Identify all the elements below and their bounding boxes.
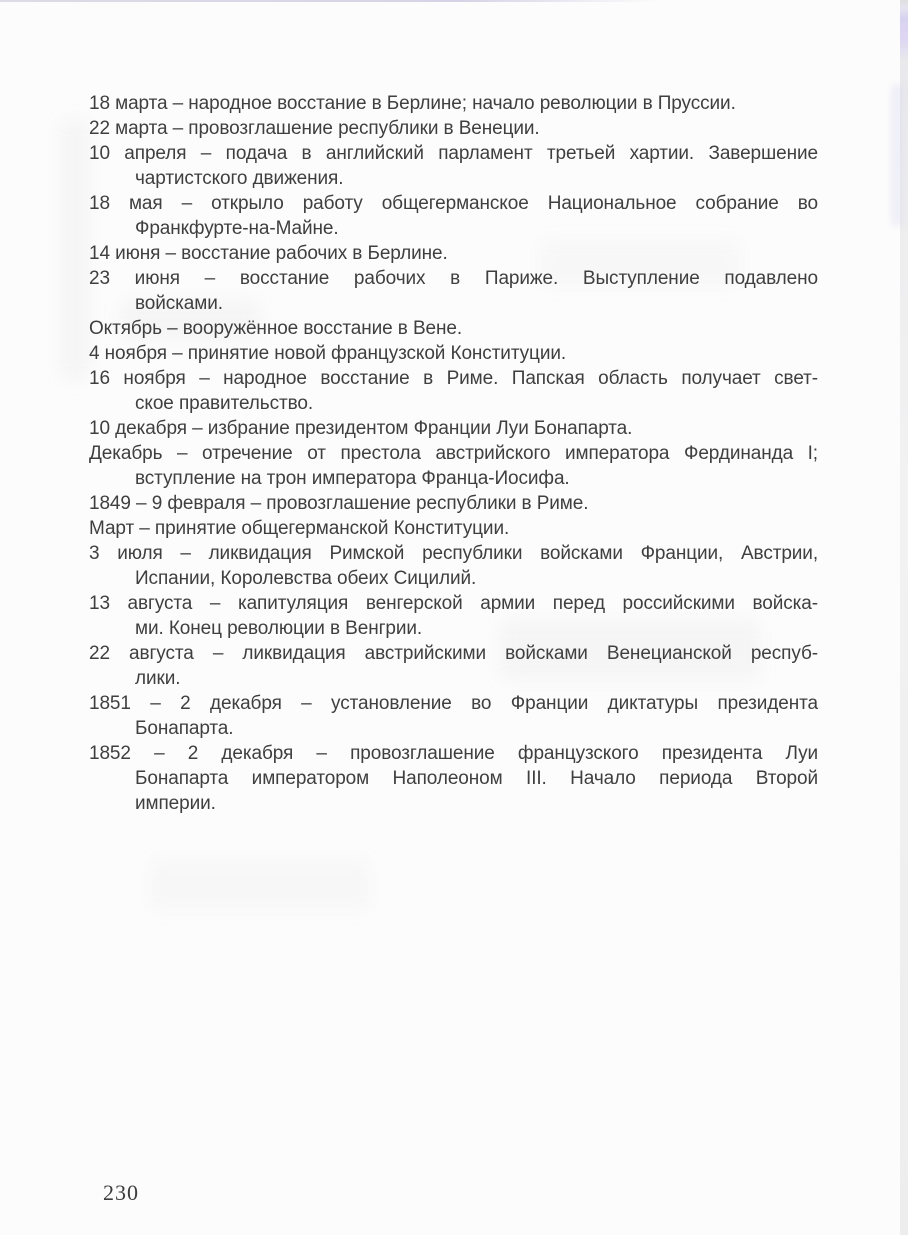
timeline-entry: [89, 91, 818, 116]
timeline-entry: [89, 591, 818, 641]
timeline-entry: [89, 416, 818, 441]
timeline-entry: [89, 541, 818, 591]
timeline-entry-line: Испании, Королевства обеих Сицилий.: [135, 568, 477, 589]
timeline-entry-line: ми. Конец революции в Венгрии.: [135, 618, 423, 639]
timeline-entry-line: 14 июня – восстание рабочих в Берлине.: [89, 243, 448, 264]
timeline-entry: [89, 241, 818, 266]
timeline-entry-line: Франкфурте-на-Майне.: [135, 218, 339, 239]
timeline-entry-line: лики.: [135, 668, 181, 689]
page-number: 230: [103, 1180, 139, 1205]
timeline-entry-line: 1849 – 9 февраля – провозглашение республики в Риме.: [89, 493, 589, 514]
timeline-entry: [89, 516, 818, 541]
timeline-entry: [89, 141, 818, 191]
timeline-entry-line: 4 ноября – принятие новой французской Конституции.: [89, 343, 567, 364]
scan-edge-artifact-top: [0, 0, 660, 2]
timeline-entry-line: 1852 – 2 декабря – провозглашение французского президента Луи: [89, 743, 818, 764]
timeline-entry: [89, 116, 818, 141]
timeline-entry: [89, 641, 818, 691]
timeline-entry-line: империи.: [135, 793, 216, 814]
timeline-entry-line: 10 декабря – избрание президентом Франции Луи Бонапарта.: [89, 418, 633, 439]
timeline-entry: [89, 741, 818, 816]
timeline-entry-line: Март – принятие общегерманской Конституции.: [89, 518, 510, 539]
timeline: [89, 91, 818, 816]
timeline-entry-line: 10 апреля – подача в английский парламент третьей хартии. Завершение: [89, 143, 818, 164]
timeline-entry-line: 18 мая – открыло работу общегерманское Национальное собрание во: [89, 193, 818, 214]
timeline-entry-line: 1851 – 2 декабря – установление во Франции диктатуры президента: [89, 693, 818, 714]
timeline-entry: [89, 691, 818, 741]
timeline-entry-line: 23 июня – восстание рабочих в Париже. Выступление подавлено: [89, 268, 818, 289]
timeline-entry-line: вступление на трон императора Франца-Иосифа.: [135, 468, 570, 489]
timeline-entry-line: 16 ноября – народное восстание в Риме. Папская область получает свет-: [89, 368, 818, 389]
timeline-entry-line: Декабрь – отречение от престола австрийского императора Фердинанда I;: [89, 443, 818, 464]
timeline-entry: [89, 341, 818, 366]
timeline-entry: [89, 366, 818, 416]
timeline-entry: [89, 316, 818, 341]
timeline-entry-line: 13 августа – капитуляция венгерской армии перед российскими войска-: [89, 593, 818, 614]
timeline-entry: [89, 266, 818, 316]
timeline-entry-line: Бонапарта императором Наполеоном III. Начало периода Второй: [135, 768, 818, 789]
timeline-entry: [89, 441, 818, 491]
timeline-entry-line: войсками.: [135, 293, 223, 314]
scan-blotch: [150, 860, 370, 910]
timeline-entry-line: Бонапарта.: [135, 718, 234, 739]
timeline-entry: [89, 191, 818, 241]
scan-blotch: [60, 120, 90, 380]
timeline-entry-line: 22 марта – провозглашение республики в Венеции.: [89, 118, 540, 139]
scan-smudge: [892, 85, 902, 225]
timeline-entry-line: 3 июля – ликвидация Римской республики войсками Франции, Австрии,: [89, 543, 818, 564]
timeline-entry-line: 22 августа – ликвидация австрийскими войсками Венецианской респуб-: [89, 643, 818, 664]
timeline-entry: [89, 491, 818, 516]
timeline-entry-line: чартистского движения.: [135, 168, 344, 189]
timeline-entry-line: 18 марта – народное восстание в Берлине; начало революции в Пруссии.: [89, 93, 736, 114]
timeline-entry-line: ское правительство.: [135, 393, 314, 414]
timeline-entry-line: Октябрь – вооружённое восстание в Вене.: [89, 318, 463, 339]
